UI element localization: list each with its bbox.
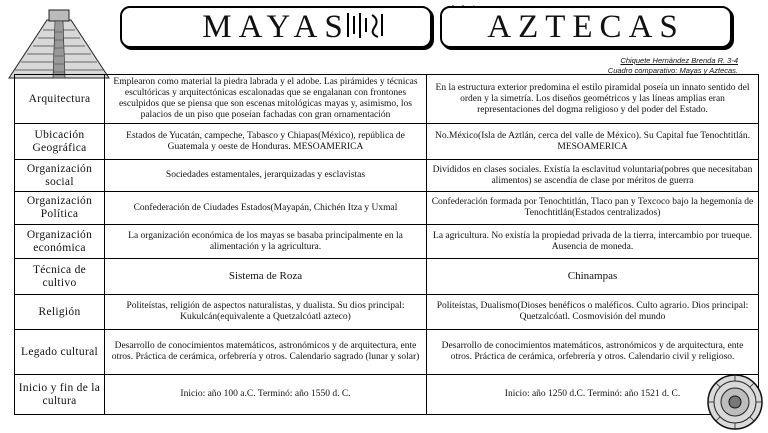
aztecas-cell: Chinampas: [427, 259, 759, 295]
table-row: [15, 330, 759, 375]
mayas-title: MAYAS: [202, 8, 350, 45]
aztecas-cell: Desarrollo de conocimientos matemáticos, astronómicos y de arquitectura, ente otros. Práctica de cerámica, orfebrería y otros. Calendario civil y religioso.: [427, 330, 759, 375]
row-label: Ubicación Geográfica: [15, 124, 105, 160]
aztecas-cell: Divididos en clases sociales. Existía la esclavitud voluntaria(pobres que necesitaban alimentos) se ascendía de clase por méritos de guerra: [427, 160, 759, 192]
mayas-cell: Estados de Yucatán, campeche, Tabasco y Chiapas(México), república de Guatemala y oeste de Honduras. MESOAMERICA: [105, 124, 427, 160]
mayas-cell: La organización económica de los mayas se basaba principalmente en la alimentación y la agricultura.: [105, 225, 427, 259]
author-name: Chiquete Hernández Brenda R. 3-4: [620, 56, 738, 65]
table-row: [15, 295, 759, 330]
chart-subtitle: Cuadro comparativo: Mayas y Aztecas.: [607, 66, 738, 75]
row-label: Religión: [15, 295, 105, 330]
row-label: Organización social: [15, 160, 105, 192]
mayas-cell: Desarrollo de conocimientos matemáticos, astronómicos y de arquitectura, ente otros. Práctica de cerámica, orfebrería y otros. Calendario sagrado (lunar y solar): [105, 330, 427, 375]
row-label: Organización Política: [15, 192, 105, 225]
aztecas-title-box: [440, 6, 732, 48]
table-row: [15, 259, 759, 295]
aztecas-cell: En la estructura exterior predomina el estilo piramidal poseía un innato sentido del orden y la simetría. Los diseños geométricos y las líneas amplias eran representaciones del dogma religioso y del poder del Estado.: [427, 75, 759, 124]
aztecas-cell: No.México(Isla de Aztlán, cerca del valle de México). Su Capital fue Tenochtitlán. MESOAMERICA: [427, 124, 759, 160]
row-label: Arquitectura: [15, 75, 105, 124]
mayas-cell: Confederación de Ciudades Estados(Mayapán, Chichén Itza y Uxmal: [105, 192, 427, 225]
mayas-cell: Sistema de Roza: [105, 259, 427, 295]
mayas-cell: Politeístas, religión de aspectos naturalistas, y dualista. Su dios principal: Kukulcán(equivalente a Quetzalcóatl azteco): [105, 295, 427, 330]
pyramid-illustration: [5, 6, 113, 80]
aztecas-cell: La agricultura. No existía la propiedad privada de la tierra, intercambio por trueque. Ausencia de moneda.: [427, 225, 759, 259]
table-row: [15, 192, 759, 225]
table-row: [15, 225, 759, 259]
row-label: Inicio y fin de la cultura: [15, 375, 105, 415]
aztecas-cell: Politeístas, Dualismo(Dioses benéficos o maléficos. Culto agrario. Dios principal: Quetzalcóatl. Cosmovisión del mundo: [427, 295, 759, 330]
glyph-decoration-icon: [344, 10, 386, 40]
author-credit: [608, 56, 738, 76]
table-row: [15, 75, 759, 124]
table-row: [15, 124, 759, 160]
mayas-cell: Inicio: año 100 a.C. Terminó: año 1550 d. C.: [105, 375, 427, 415]
aztecas-title: AZTECAS: [487, 8, 685, 45]
row-label: Organización económica: [15, 225, 105, 259]
aztec-calendar-stone-icon: [706, 373, 764, 431]
aztecas-cell: Inicio: año 1250 d.C. Terminó: año 1521 d. C.: [427, 375, 759, 415]
comparison-table: [14, 74, 759, 415]
table-row: [15, 160, 759, 192]
row-label: Legado cultural: [15, 330, 105, 375]
mayas-cell: Emplearon como material la piedra labrada y el adobe. Las pirámides y técnicas escultóricas y arquitectónicas escalonadas que se engalanan con frontones esculpidos que se piensa que son escenas mitológicas mayas y, asimismo, los palacios de un piso que poseían fachadas con gran ornamentación: [105, 75, 427, 124]
table-row: [15, 375, 759, 415]
aztecas-cell: Confederación formada por Tenochtitlán, Tlaco pan y Texcoco bajo la hegemonía de Tenochtitlán(Estados centralizados): [427, 192, 759, 225]
mayas-cell: Sociedades estamentales, jerarquizadas y esclavistas: [105, 160, 427, 192]
row-label: Técnica de cultivo: [15, 259, 105, 295]
